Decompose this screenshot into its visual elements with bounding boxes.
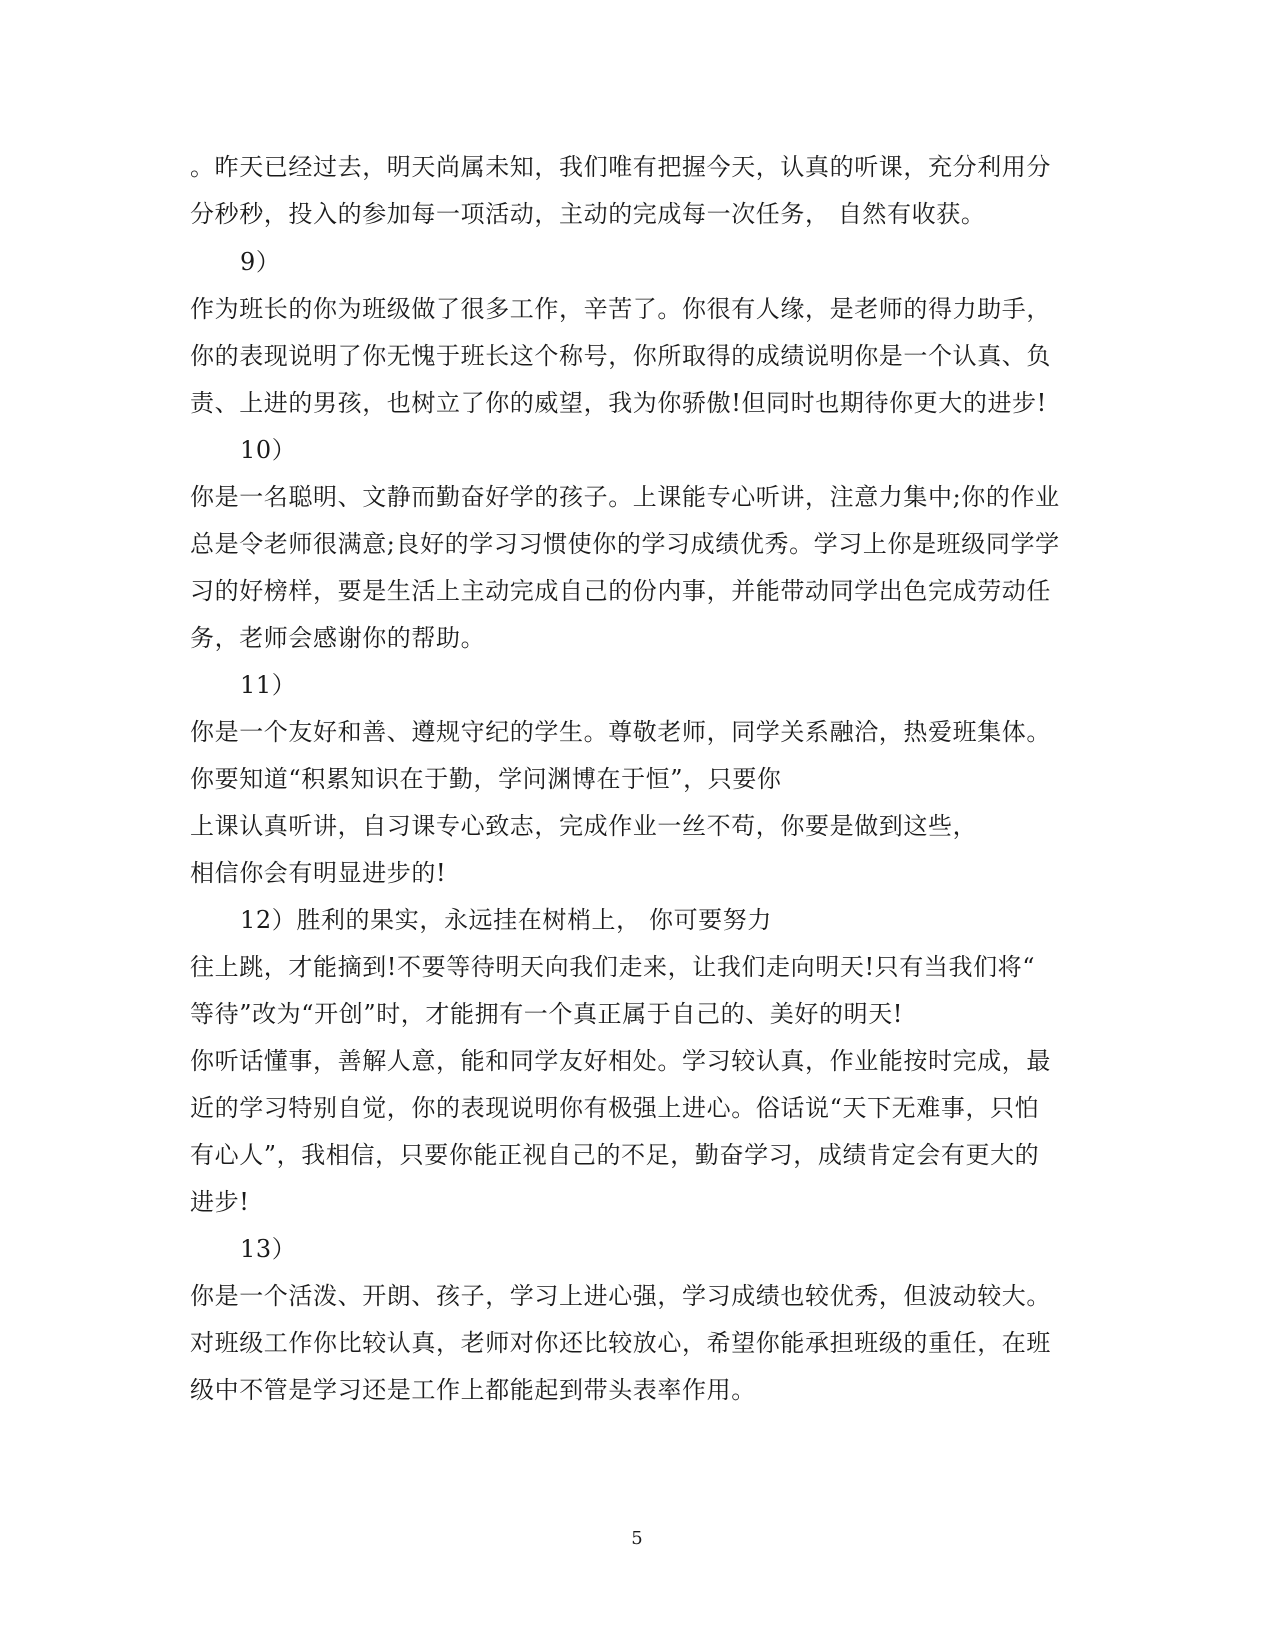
text-line: 你是一个活泼、开朗、孩子，学习上进心强，学习成绩也较优秀，但波动较大。 <box>190 1282 1051 1310</box>
text-line: 你要知道“积累知识在于勤，学问渊博在于恒”，只要你 <box>190 765 782 793</box>
item-number: 11） <box>240 671 297 699</box>
text-line: 务，老师会感谢你的帮助。 <box>190 624 486 652</box>
text-line: 习的好榜样，要是生活上主动完成自己的份内事，并能带动同学出色完成劳动任 <box>190 577 1051 605</box>
text-line: 有心人”，我相信，只要你能正视自己的不足，勤奋学习，成绩肯定会有更大的 <box>190 1141 1040 1169</box>
text-line: 往上跳，才能摘到!不要等待明天向我们走来，让我们走向明天!只有当我们将“ <box>190 953 1036 981</box>
text-line: 你的表现说明了你无愧于班长这个称号，你所取得的成绩说明你是一个认真、负 <box>190 342 1051 370</box>
text-line: 作为班长的你为班级做了很多工作，辛苦了。你很有人缘，是老师的得力助手， <box>190 295 1051 323</box>
text-line: 等待”改为“开创”时，才能拥有一个真正属于自己的、美好的明天! <box>190 1000 904 1028</box>
item-number: 9） <box>240 248 281 276</box>
text-line: 相信你会有明显进步的! <box>190 859 447 887</box>
text-line: 你是一个友好和善、遵规守纪的学生。尊敬老师，同学关系融洽，热爱班集体。 <box>190 718 1051 746</box>
item-heading: 12）胜利的果实，永远挂在树梢上， 你可要努力 <box>240 906 772 934</box>
text-line: 。昨天已经过去，明天尚属未知，我们唯有把握今天，认真的听课，充分利用分 <box>190 153 1051 181</box>
page-number: 5 <box>631 1528 643 1549</box>
text-line: 级中不管是学习还是工作上都能起到带头表率作用。 <box>190 1376 756 1404</box>
text-line: 对班级工作你比较认真，老师对你还比较放心，希望你能承担班级的重任，在班 <box>190 1329 1051 1357</box>
text-line: 责、上进的男孩，也树立了你的威望，我为你骄傲!但同时也期待你更大的进步! <box>190 389 1047 417</box>
item-number: 10） <box>240 436 297 464</box>
text-line: 总是令老师很满意;良好的学习习惯使你的学习成绩优秀。学习上你是班级同学学 <box>190 530 1060 558</box>
text-line: 你是一名聪明、文静而勤奋好学的孩子。上课能专心听讲，注意力集中;你的作业 <box>190 483 1060 511</box>
text-line: 分秒秒，投入的参加每一项活动，主动的完成每一次任务， 自然有收获。 <box>190 200 986 228</box>
text-line: 你听话懂事，善解人意，能和同学友好相处。学习较认真，作业能按时完成，最 <box>190 1047 1051 1075</box>
text-line: 上课认真听讲，自习课专心致志，完成作业一丝不苟，你要是做到这些， <box>190 812 978 840</box>
text-line: 进步! <box>190 1188 250 1216</box>
text-line: 近的学习特别自觉，你的表现说明你有极强上进心。俗话说“天下无难事，只怕 <box>190 1094 1040 1122</box>
item-number: 13） <box>240 1235 297 1263</box>
